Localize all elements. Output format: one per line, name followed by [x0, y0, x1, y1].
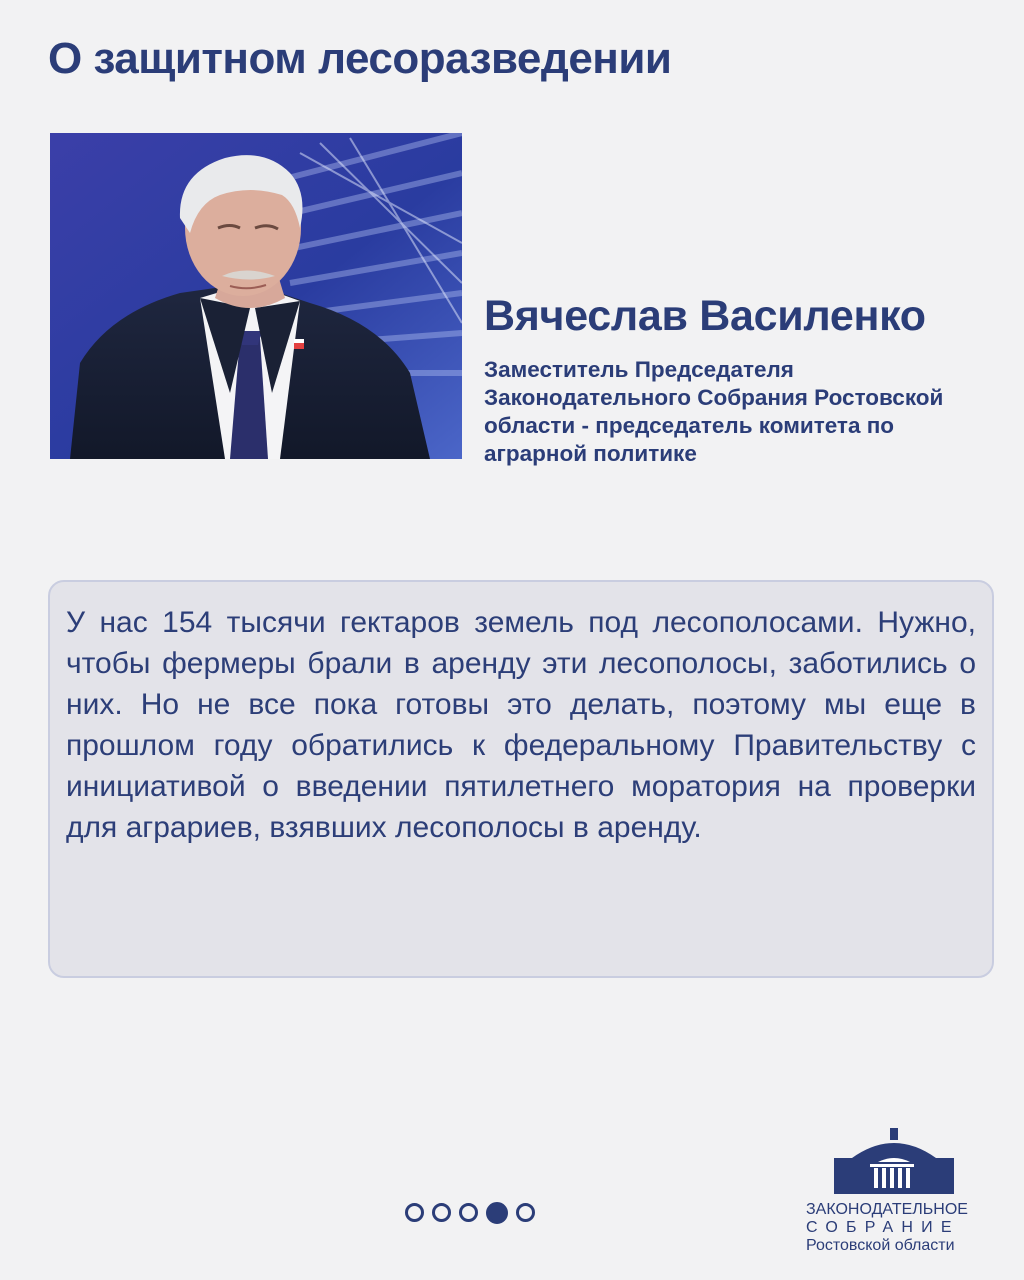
speaker-name: Вячеслав Василенко: [484, 292, 926, 340]
speaker-photo: [50, 133, 462, 459]
logo-line-2: СОБРАНИЕ: [806, 1219, 960, 1236]
page-dot-4-active[interactable]: [486, 1202, 508, 1224]
page-dot-1[interactable]: [405, 1203, 424, 1222]
page-dot-3[interactable]: [459, 1203, 478, 1222]
parliament-building-icon: [834, 1128, 954, 1194]
quote-text: У нас 154 тысячи гектаров земель под лесополосами. Нужно, чтобы фермеры брали в аренду эти лесополосы, заботились о них. Но не все пока готовы это делать, поэтому мы еще в прошлом году обратились к федеральному Правительству с инициативой о введении пятилетнего моратория на проверки для аграриев, взявших лесополосы в аренду.: [66, 606, 976, 844]
logo-line-1: ЗАКОНОДАТЕЛЬНОЕ: [806, 1201, 968, 1218]
speaker-role: Заместитель Председателя Законодательного Собрания Ростовской области - председатель комитета по аграрной политике: [484, 357, 944, 466]
assembly-logo: [802, 1128, 992, 1258]
page-dot-2[interactable]: [432, 1203, 451, 1222]
page-dot-5[interactable]: [516, 1203, 535, 1222]
pagination-dots: [405, 1203, 539, 1224]
logo-line-3: Ростовской области: [806, 1237, 955, 1254]
page-title: О защитном лесоразведении: [48, 34, 672, 83]
quote-box: [48, 580, 994, 978]
